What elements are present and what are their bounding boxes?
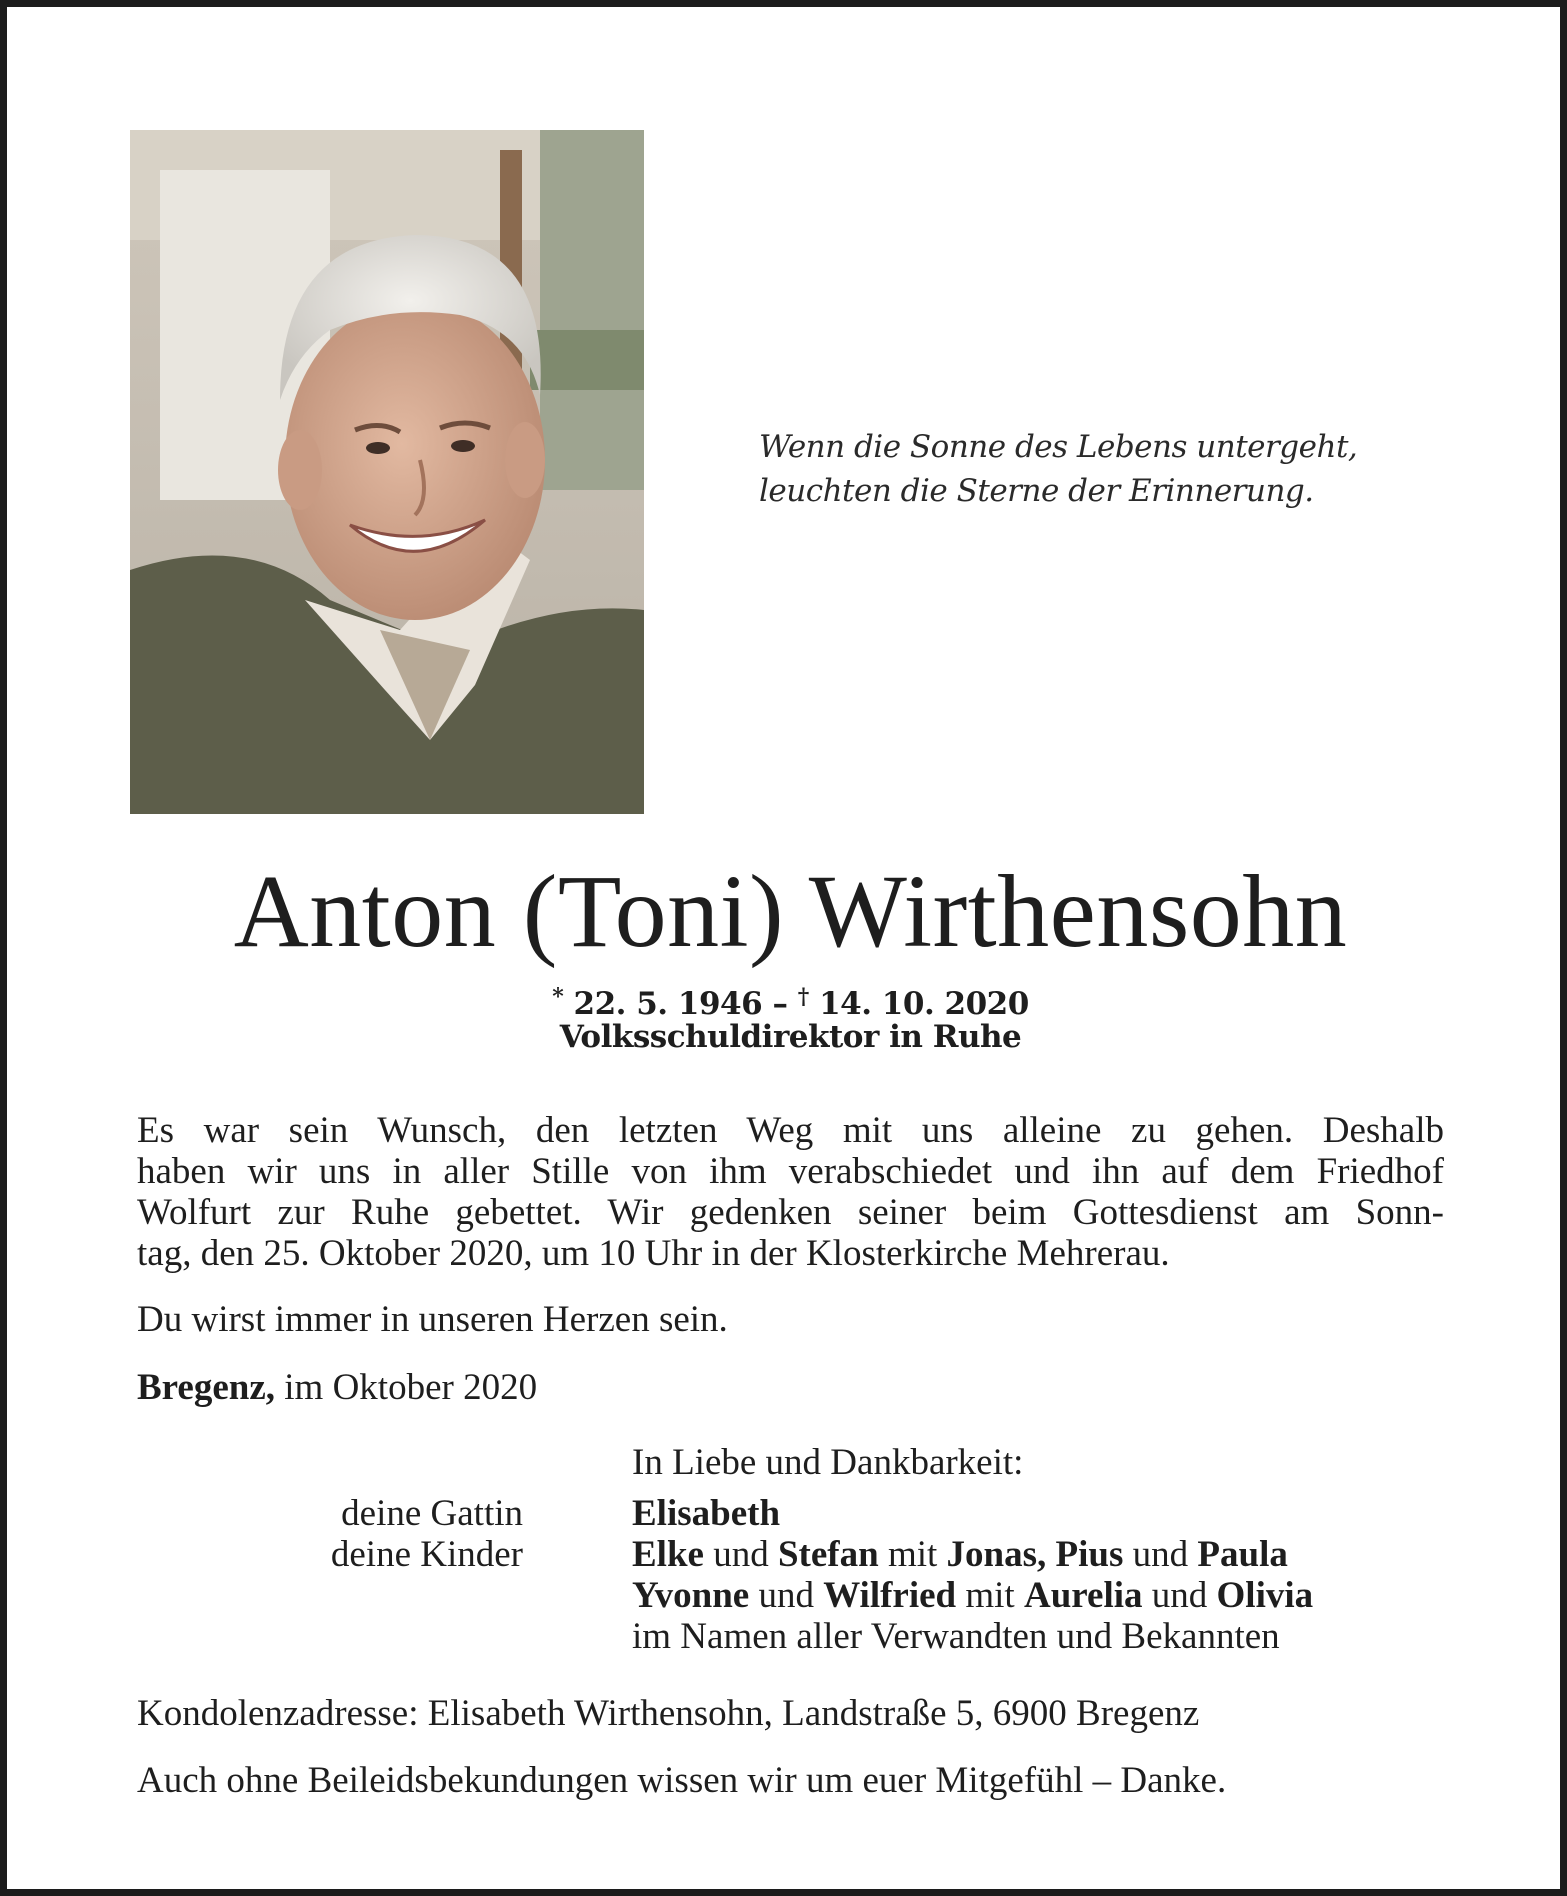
- quote-line-1: Wenn die Sonne des Lebens untergeht,: [759, 429, 1358, 465]
- memorial-quote: [759, 425, 1357, 513]
- conjunction: mit: [887, 1534, 938, 1575]
- notice-date: im Oktober 2020: [284, 1367, 538, 1408]
- conjunction: und: [1151, 1575, 1208, 1616]
- death-date: 14. 10. 2020: [819, 986, 1029, 1022]
- spouse-name: Elisabeth: [632, 1493, 781, 1534]
- paragraph-line: haben wir uns in aller Stille von ihm verabschiedet und ihn auf dem Friedhof: [137, 1151, 1444, 1192]
- place-name: Bregenz,: [137, 1367, 276, 1408]
- place-date: [137, 1367, 1444, 1408]
- conjunction: und: [1132, 1534, 1189, 1575]
- deceased-title: Volksschuldirektor in Ruhe: [559, 1019, 1022, 1055]
- spouse-label: deine Gattin: [341, 1493, 523, 1534]
- condolence-address: Kondolenzadresse: Elisabeth Wirthensohn, Landstraße 5, 6900 Bregenz: [137, 1693, 1200, 1734]
- conjunction: und: [713, 1534, 769, 1575]
- partner-name: Wilfried: [823, 1575, 957, 1616]
- quote-line-2: leuchten die Sterne der Erinnerung.: [759, 473, 1314, 509]
- closing-line: Auch ohne Beileidsbekundungen wissen wir um euer Mitgefühl – Danke.: [137, 1760, 1227, 1801]
- child-name: Elke: [632, 1534, 704, 1575]
- partner-name: Stefan: [777, 1534, 879, 1575]
- children-names-2: [632, 1575, 1313, 1616]
- birth-date: 22. 5. 1946: [573, 986, 763, 1022]
- portrait-photo: [130, 130, 644, 814]
- conjunction: und: [758, 1575, 814, 1616]
- family-intro: In Liebe und Dankbarkeit:: [632, 1442, 1024, 1483]
- children-names-1: [632, 1534, 1288, 1575]
- conjunction: mit: [965, 1575, 1015, 1616]
- grandchild-name: Paula: [1197, 1534, 1288, 1575]
- grandchild-name: Aurelia: [1023, 1575, 1143, 1616]
- grandchild-names: Jonas, Pius: [946, 1534, 1124, 1575]
- paragraph-line: tag, den 25. Oktober 2020, um 10 Uhr in der Klosterkirche Mehrerau.: [137, 1233, 1170, 1274]
- paragraph-line: Wolfurt zur Ruhe gebettet. Wir gedenken seiner beim Gottesdienst am Sonn-: [137, 1192, 1444, 1233]
- notice-paragraph: [137, 1110, 1444, 1274]
- deceased-name: Anton (Toni) Wirthensohn: [233, 854, 1348, 969]
- date-dash: –: [772, 986, 788, 1022]
- child-name: Yvonne: [632, 1575, 750, 1616]
- birth-symbol: *: [552, 984, 564, 1010]
- death-symbol: †: [797, 984, 809, 1010]
- paragraph-line: Es war sein Wunsch, den letzten Weg mit uns alleine zu gehen. Deshalb: [137, 1110, 1444, 1151]
- heart-line: Du wirst immer in unseren Herzen sein.: [137, 1299, 728, 1340]
- children-label: deine Kinder: [330, 1534, 523, 1575]
- relatives-line: im Namen aller Verwandten und Bekannten: [632, 1616, 1280, 1657]
- grandchild-name: Olivia: [1216, 1575, 1314, 1616]
